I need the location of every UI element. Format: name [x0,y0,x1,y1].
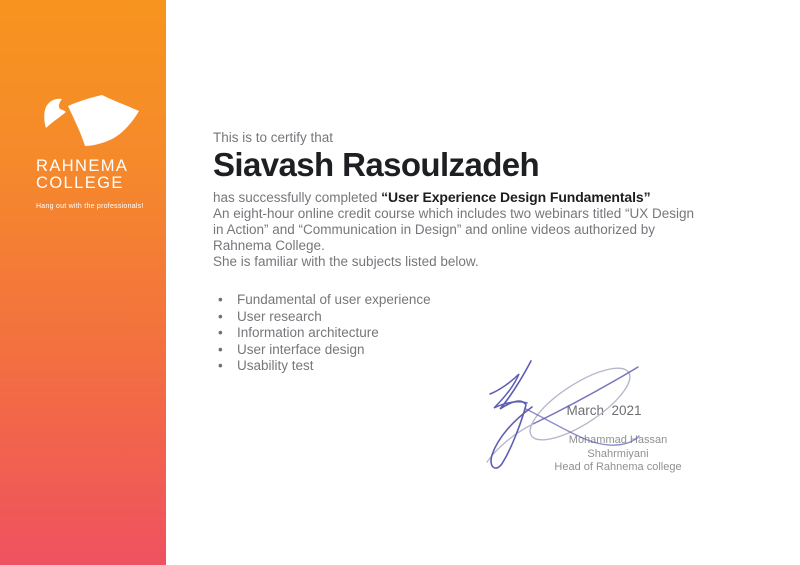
list-item [213,292,733,308]
list-item [213,358,733,374]
certify-intro-text: This is to certify that [213,130,334,145]
description-line: in Action” and “Communication in Design” and online videos authorized by [213,222,655,238]
brand-tagline: Hang out with the professionals! [36,203,144,210]
bullet-icon: • [218,341,223,357]
course-title: “User Experience Design Fundamentals” [381,189,651,205]
certificate-body [213,130,733,374]
description-line: An eight-hour online credit course which includes two webinars titled “UX Design [213,206,694,221]
completion-prefix: has successfully completed [213,190,382,205]
recipient-name: Siavash Rasoulzadeh [213,146,540,183]
sidebar-brand-panel [0,0,166,565]
rahnema-logo-icon [31,92,151,154]
brand-name [36,158,128,192]
brand-line1: RAHNEMA [36,157,129,175]
completion-line [213,189,733,206]
bullet-icon: • [218,292,223,308]
subject-label: User interface design [237,341,365,357]
description-line: Rahnema College. [213,238,325,254]
list-item [213,342,733,358]
subject-label: Usability test [237,358,314,373]
subject-list [213,292,733,374]
familiar-note: She is familiar with the subjects listed below. [213,254,479,270]
certificate-date: March 2021 [566,403,642,418]
bullet-icon: • [218,308,223,324]
brand-line2: COLLEGE [36,173,124,192]
signer-block [538,434,698,475]
bullet-icon: • [218,358,223,373]
signer-title: Head of Rahnema college [554,461,682,473]
subject-label: User research [237,308,322,324]
list-item [213,325,733,341]
signer-name: Mohammad Hassan Shahrmiyani [568,434,668,460]
subject-label: Information architecture [237,325,379,341]
subject-label: Fundamental of user experience [237,292,431,308]
list-item [213,309,733,325]
course-description [213,206,733,270]
bullet-icon: • [218,325,223,341]
